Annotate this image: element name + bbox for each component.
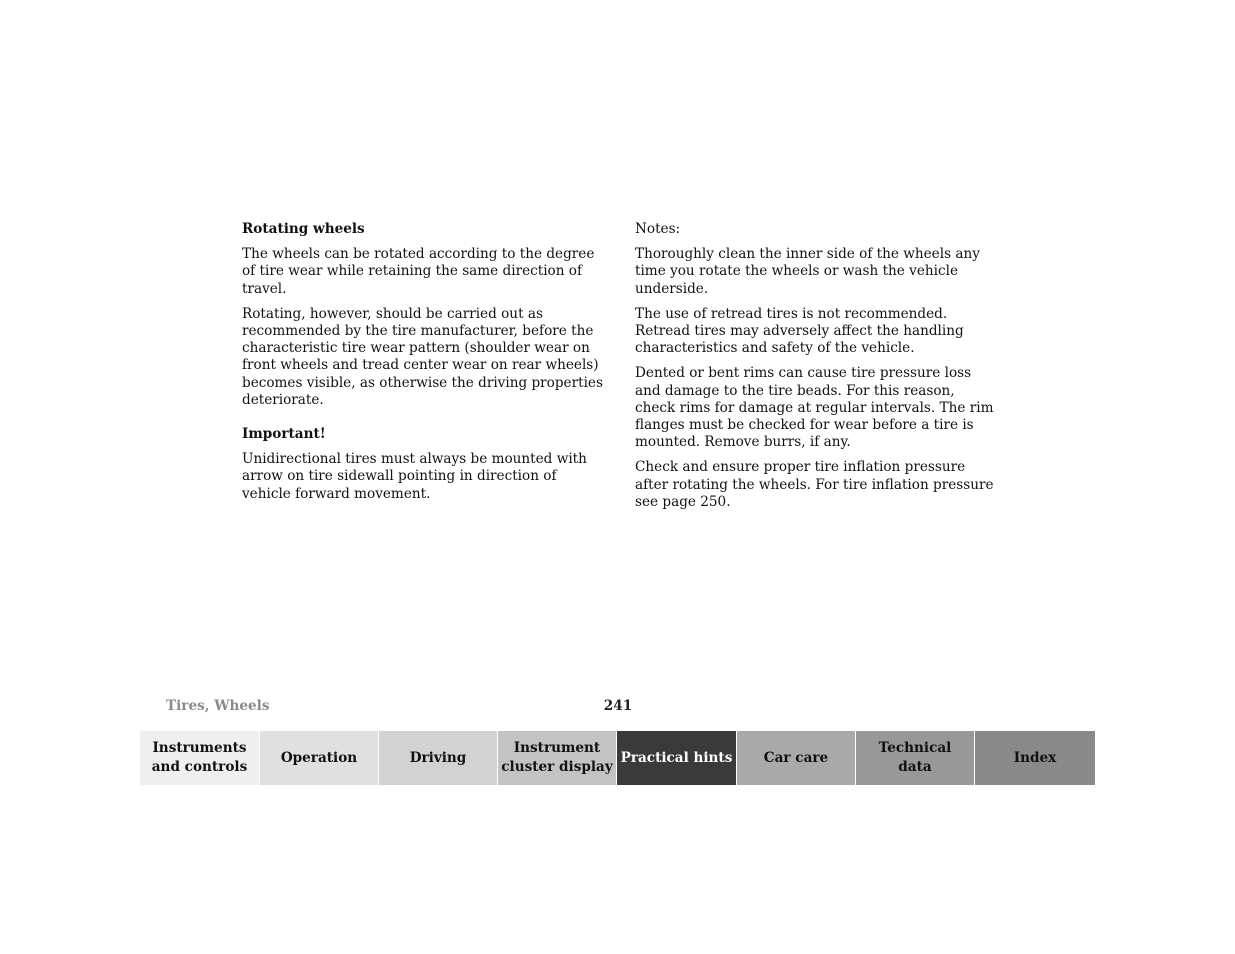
page-number: 241 [603, 698, 633, 714]
paragraph-rotation-timing: Rotating, however, should be carried out as recommended by the tire manufacturer, before the characteristic tire wear pattern (shoulder wear on front wheels and tread center wear on rear wheels) becomes visible, as otherwise the driving properties deteriorate. [242, 305, 603, 408]
note-clean-wheels: Thoroughly clean the inner side of the wheels any time you rotate the wheels or wash the vehicle underside. [635, 246, 980, 297]
nav-tab-operation[interactable]: Operation [260, 731, 379, 785]
nav-tab-driving[interactable]: Driving [379, 731, 498, 785]
right-column [635, 221, 997, 519]
important-heading: Important! [242, 426, 326, 443]
note-retread-tires: The use of retread tires is not recommended. Retread tires may adversely affect the handling characteristics and safety of the vehicle. [635, 305, 964, 357]
nav-tab-practical-hints[interactable]: Practical hints [617, 731, 737, 785]
paragraph-unidirectional-tires: Unidirectional tires must always be mounted with arrow on tire sidewall pointing in direction of vehicle forward movement. [242, 451, 587, 502]
nav-tab-instruments-and-controls[interactable]: Instruments and controls [140, 731, 260, 785]
left-column [242, 221, 604, 511]
section-heading-rotating-wheels: Rotating wheels [242, 221, 365, 237]
nav-tab-index[interactable]: Index [975, 731, 1095, 785]
note-dented-rims: Dented or bent rims can cause tire pressure loss and damage to the tire beads. For this reason, check rims for damage at regular intervals. The rim flanges must be checked for wear before a tire is mounted. Remove burrs, if any. [635, 365, 994, 451]
nav-tab-car-care[interactable]: Car care [737, 731, 856, 785]
footer-section-name: Tires, Wheels [166, 698, 270, 714]
chapter-navigation-bar [140, 731, 1095, 785]
nav-tab-technical-data[interactable]: Technical data [856, 731, 975, 785]
note-inflation-pressure: Check and ensure proper tire inflation pressure after rotating the wheels. For tire inflation pressure see page 250. [635, 459, 994, 510]
nav-tab-instrument-cluster-display[interactable]: Instrument cluster display [498, 731, 617, 785]
paragraph-rotation-direction: The wheels can be rotated according to the degree of tire wear while retaining the same direction of travel. [242, 246, 595, 297]
notes-label: Notes: [635, 221, 681, 237]
